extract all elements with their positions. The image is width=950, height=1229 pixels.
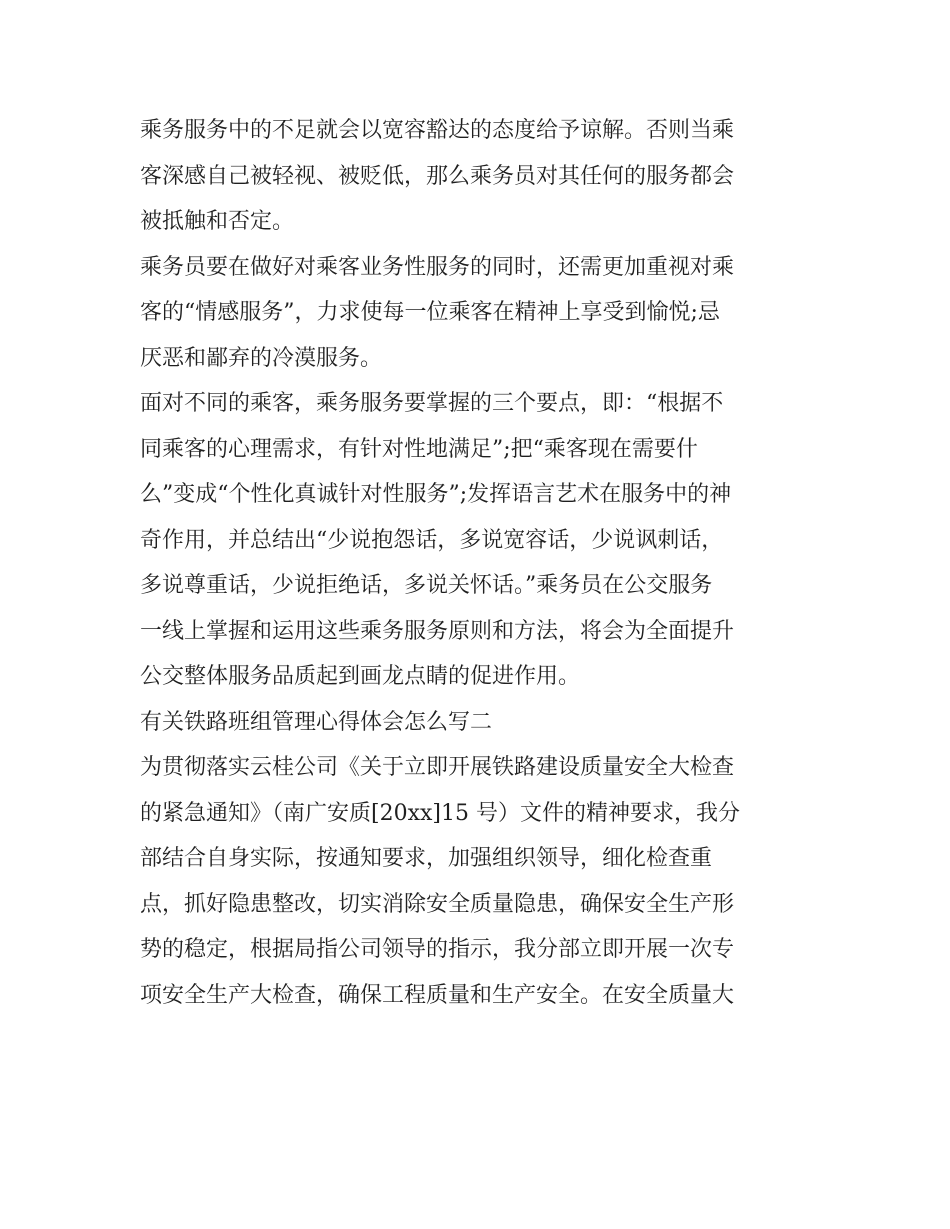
text-line: 奇作用，并总结出“少说抱怨话，多说宽容话，少说讽刺话， bbox=[140, 527, 724, 553]
document-body bbox=[140, 108, 812, 1018]
text-line: 乘务员要在做好对乘客业务性服务的同时，还需更加重视对乘 bbox=[140, 254, 735, 280]
text-line: 客深感自己被轻视、被贬低，那么乘务员对其任何的服务都会 bbox=[140, 163, 735, 189]
text-line: 乘务服务中的不足就会以宽容豁达的态度给予谅解。否则当乘 bbox=[140, 118, 735, 143]
text-line: 多说尊重话，少说拒绝话，多说关怀话。”乘务员在公交服务 bbox=[140, 573, 713, 598]
text-line: 项安全生产大检查，确保工程质量和生产安全。在安全质量大 bbox=[140, 982, 735, 1008]
text-line: 同乘客的心理需求，有针对性地满足”;把“乘客现在需要什 bbox=[140, 436, 698, 462]
text-line: 一线上掌握和运用这些乘务服务原则和方法，将会为全面提升 bbox=[140, 618, 735, 644]
text-line: 公交整体服务品质起到画龙点睛的促进作用。 bbox=[140, 664, 581, 689]
section-heading: 有关铁路班组管理心得体会怎么写二 bbox=[140, 709, 493, 735]
text-line: 势的稳定，根据局指公司领导的指示，我分部立即开展一次专 bbox=[140, 937, 735, 962]
text-line: 为贯彻落实云桂公司《关于立即开展铁路建设质量安全大检查 bbox=[140, 755, 735, 780]
text-line: 的紧急通知》（南广安质[20xx]15 号）文件的精神要求，我分 bbox=[140, 800, 740, 826]
text-line: 面对不同的乘客，乘务服务要掌握的三个要点，即：“根据不 bbox=[140, 391, 724, 416]
text-line: 点，抓好隐患整改，切实消除安全质量隐患，确保安全生产形 bbox=[140, 891, 735, 917]
text-line: 部结合自身实际，按通知要求，加强组织领导，细化检查重 bbox=[140, 846, 713, 871]
text-line: 客的“情感服务”，力求使每一位乘客在精神上享受到愉悦;忌 bbox=[140, 300, 720, 325]
text-line: 被抵触和否定。 bbox=[140, 209, 295, 234]
text-line: 么”变成“个性化真诚针对性服务”;发挥语言艺术在服务中的神 bbox=[140, 482, 732, 507]
text-line: 厌恶和鄙弃的冷漠服务。 bbox=[140, 345, 383, 371]
